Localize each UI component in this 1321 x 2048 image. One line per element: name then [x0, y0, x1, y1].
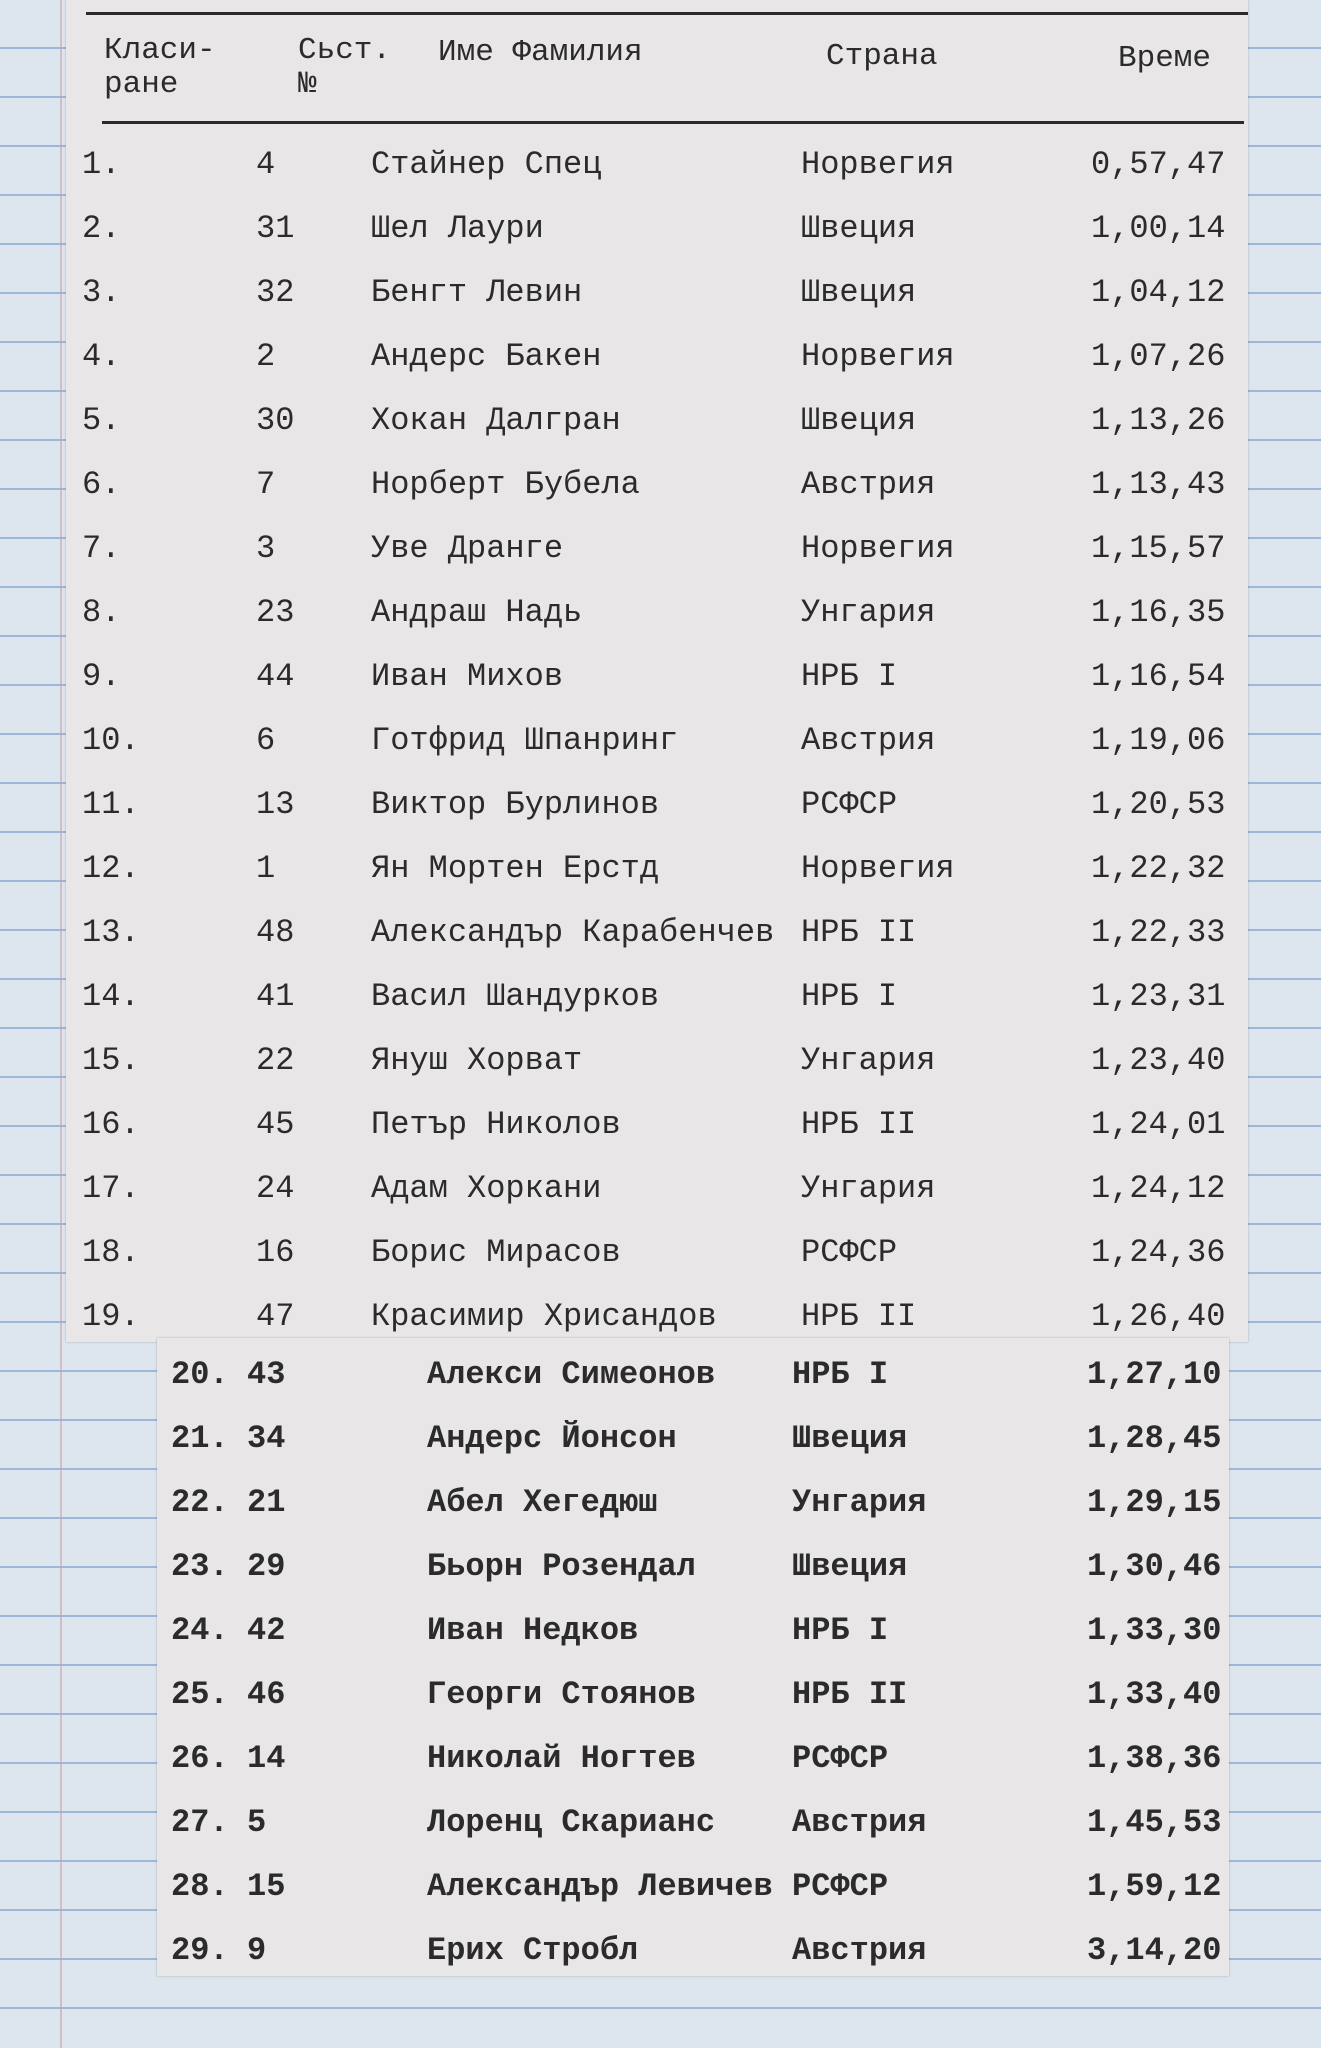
cell-time: 1,22,32: [1091, 850, 1226, 887]
results-sheet-bottom: [157, 1338, 1229, 1976]
cell-place: 22.: [171, 1484, 229, 1521]
cell-time: 0,57,47: [1091, 146, 1226, 183]
cell-country: Швеция: [792, 1548, 908, 1585]
table-row: [66, 260, 1248, 324]
cell-name: Иван Недков: [427, 1612, 639, 1649]
cell-place: 4.: [82, 338, 121, 375]
cell-country: НРБ I: [801, 978, 898, 1015]
cell-number: 45: [256, 1106, 295, 1143]
cell-country: НРБ II: [801, 1298, 917, 1335]
cell-number: 29: [247, 1548, 286, 1585]
cell-country: РСФСР: [792, 1868, 889, 1905]
cell-country: Швеция: [792, 1420, 908, 1457]
cell-name: Готфрид Шпанринг: [371, 722, 679, 759]
cell-number: 13: [256, 786, 295, 823]
cell-place: 8.: [82, 594, 121, 631]
cell-number: 9: [247, 1932, 267, 1969]
cell-name: Стайнер Спец: [371, 146, 602, 183]
cell-name: Александър Левичев: [427, 1868, 773, 1905]
cell-country: Унгария: [801, 1170, 936, 1207]
cell-name: Андраш Надь: [371, 594, 583, 631]
table-row: [157, 1470, 1229, 1534]
header-name: Име Фамилия: [438, 35, 643, 70]
cell-number: 32: [256, 274, 295, 311]
cell-country: Австрия: [792, 1932, 927, 1969]
cell-name: Шел Лаури: [371, 210, 544, 247]
cell-time: 1,24,36: [1091, 1234, 1226, 1271]
cell-place: 10.: [82, 722, 140, 759]
cell-name: Хокан Далгран: [371, 402, 621, 439]
cell-country: Норвегия: [801, 530, 955, 567]
cell-time: 1,04,12: [1091, 274, 1226, 311]
cell-name: Норберт Бубела: [371, 466, 640, 503]
cell-name: Януш Хорват: [371, 1042, 583, 1079]
cell-number: 2: [256, 338, 276, 375]
table-row: [157, 1726, 1229, 1790]
cell-country: Унгария: [801, 1042, 936, 1079]
cell-name: Ерих Стробл: [427, 1932, 639, 1969]
cell-name: Алекси Симеонов: [427, 1356, 716, 1393]
cell-country: Австрия: [801, 722, 936, 759]
cell-name: Адам Хоркани: [371, 1170, 602, 1207]
cell-time: 1,15,57: [1091, 530, 1226, 567]
cell-number: 48: [256, 914, 295, 951]
cell-name: Александър Карабенчев: [371, 914, 775, 951]
cell-time: 1,59,12: [1087, 1868, 1222, 1905]
cell-country: НРБ II: [801, 1106, 917, 1143]
cell-time: 1,27,10: [1087, 1356, 1222, 1393]
results-list: [66, 132, 1248, 1348]
cell-place: 15.: [82, 1042, 140, 1079]
cell-name: Лоренц Скарианс: [427, 1804, 716, 1841]
cell-place: 25.: [171, 1676, 229, 1713]
cell-country: Австрия: [801, 466, 936, 503]
cell-number: 47: [256, 1298, 295, 1335]
cell-country: Унгария: [801, 594, 936, 631]
table-row: [66, 1092, 1248, 1156]
cell-name: Ян Мортен Ерстд: [371, 850, 660, 887]
cell-time: 1,16,35: [1091, 594, 1226, 631]
table-row: [157, 1662, 1229, 1726]
header-number: Сьст. №: [298, 33, 392, 102]
cell-number: 31: [256, 210, 295, 247]
notebook-margin-line: [60, 0, 62, 2048]
cell-place: 6.: [82, 466, 121, 503]
cell-number: 6: [256, 722, 276, 759]
cell-number: 43: [247, 1356, 286, 1393]
table-row: [66, 516, 1248, 580]
cell-place: 27.: [171, 1804, 229, 1841]
table-row: [66, 1028, 1248, 1092]
cell-place: 13.: [82, 914, 140, 951]
cell-country: НРБ I: [792, 1612, 889, 1649]
cell-name: Иван Михов: [371, 658, 564, 695]
cell-place: 18.: [82, 1234, 140, 1271]
table-row: [66, 1220, 1248, 1284]
cell-place: 21.: [171, 1420, 229, 1457]
table-row: [66, 1156, 1248, 1220]
cell-country: Швеция: [801, 210, 917, 247]
cell-place: 29.: [171, 1932, 229, 1969]
cell-number: 7: [256, 466, 276, 503]
cell-time: 1,29,15: [1087, 1484, 1222, 1521]
cell-time: 1,20,53: [1091, 786, 1226, 823]
cell-time: 1,00,14: [1091, 210, 1226, 247]
cell-country: Норвегия: [801, 338, 955, 375]
cell-number: 41: [256, 978, 295, 1015]
table-row: [66, 388, 1248, 452]
cell-time: 1,23,31: [1091, 978, 1226, 1015]
cell-time: 1,22,33: [1091, 914, 1226, 951]
table-row: [66, 196, 1248, 260]
cell-number: 46: [247, 1676, 286, 1713]
cell-number: 21: [247, 1484, 286, 1521]
results-list-continued: [157, 1342, 1229, 1982]
table-row: [66, 964, 1248, 1028]
cell-time: 1,45,53: [1087, 1804, 1222, 1841]
cell-country: РСФСР: [801, 786, 898, 823]
table-row: [66, 644, 1248, 708]
cell-country: НРБ II: [792, 1676, 908, 1713]
cell-place: 3.: [82, 274, 121, 311]
top-rule: [86, 12, 1248, 15]
cell-name: Николай Ногтев: [427, 1740, 696, 1777]
cell-country: Унгария: [792, 1484, 927, 1521]
cell-number: 23: [256, 594, 295, 631]
cell-name: Абел Хегедюш: [427, 1484, 658, 1521]
cell-country: НРБ II: [801, 914, 917, 951]
cell-time: 1,13,43: [1091, 466, 1226, 503]
cell-time: 1,19,06: [1091, 722, 1226, 759]
cell-name: Георги Стоянов: [427, 1676, 696, 1713]
cell-place: 9.: [82, 658, 121, 695]
cell-place: 28.: [171, 1868, 229, 1905]
cell-name: Уве Дранге: [371, 530, 564, 567]
cell-number: 5: [247, 1804, 267, 1841]
cell-place: 24.: [171, 1612, 229, 1649]
cell-time: 1,24,12: [1091, 1170, 1226, 1207]
cell-time: 1,23,40: [1091, 1042, 1226, 1079]
cell-place: 14.: [82, 978, 140, 1015]
table-row: [157, 1790, 1229, 1854]
cell-country: Швеция: [801, 274, 917, 311]
header-place: Класи- ране: [104, 33, 216, 102]
cell-place: 7.: [82, 530, 121, 567]
cell-name: Бьорн Розендал: [427, 1548, 696, 1585]
cell-name: Красимир Хрисандов: [371, 1298, 717, 1335]
cell-country: РСФСР: [792, 1740, 889, 1777]
cell-country: НРБ I: [801, 658, 898, 695]
table-row: [66, 708, 1248, 772]
cell-place: 20.: [171, 1356, 229, 1393]
table-row: [157, 1406, 1229, 1470]
table-row: [157, 1854, 1229, 1918]
cell-name: Виктор Бурлинов: [371, 786, 660, 823]
cell-country: Норвегия: [801, 850, 955, 887]
cell-time: 1,13,26: [1091, 402, 1226, 439]
cell-place: 11.: [82, 786, 140, 823]
cell-name: Васил Шандурков: [371, 978, 660, 1015]
cell-name: Борис Мирасов: [371, 1234, 621, 1271]
table-row: [157, 1918, 1229, 1982]
cell-number: 14: [247, 1740, 286, 1777]
table-row: [157, 1598, 1229, 1662]
cell-number: 44: [256, 658, 295, 695]
cell-number: 15: [247, 1868, 286, 1905]
cell-place: 5.: [82, 402, 121, 439]
cell-place: 1.: [82, 146, 121, 183]
table-row: [66, 452, 1248, 516]
cell-time: 1,33,40: [1087, 1676, 1222, 1713]
table-row: [66, 772, 1248, 836]
results-sheet-top: [66, 0, 1248, 1342]
cell-number: 22: [256, 1042, 295, 1079]
cell-country: Норвегия: [801, 146, 955, 183]
cell-country: Австрия: [792, 1804, 927, 1841]
cell-number: 3: [256, 530, 276, 567]
cell-number: 16: [256, 1234, 295, 1271]
cell-number: 1: [256, 850, 276, 887]
table-row: [66, 836, 1248, 900]
table-row: [157, 1534, 1229, 1598]
table-row: [66, 580, 1248, 644]
cell-number: 34: [247, 1420, 286, 1457]
cell-time: 1,24,01: [1091, 1106, 1226, 1143]
cell-time: 1,33,30: [1087, 1612, 1222, 1649]
cell-number: 30: [256, 402, 295, 439]
cell-name: Андерс Бакен: [371, 338, 602, 375]
table-row: [66, 132, 1248, 196]
cell-name: Бенгт Левин: [371, 274, 583, 311]
cell-place: 23.: [171, 1548, 229, 1585]
cell-name: Петър Николов: [371, 1106, 621, 1143]
cell-number: 4: [256, 146, 276, 183]
cell-country: РСФСР: [801, 1234, 898, 1271]
table-row: [66, 324, 1248, 388]
cell-place: 19.: [82, 1298, 140, 1335]
cell-place: 2.: [82, 210, 121, 247]
cell-place: 17.: [82, 1170, 140, 1207]
cell-time: 1,16,54: [1091, 658, 1226, 695]
header-rule: [102, 121, 1244, 124]
cell-country: Швеция: [801, 402, 917, 439]
cell-time: 1,07,26: [1091, 338, 1226, 375]
cell-place: 26.: [171, 1740, 229, 1777]
cell-number: 24: [256, 1170, 295, 1207]
table-row: [66, 900, 1248, 964]
table-row: [157, 1342, 1229, 1406]
cell-number: 42: [247, 1612, 286, 1649]
cell-time: 1,30,46: [1087, 1548, 1222, 1585]
cell-time: 1,26,40: [1091, 1298, 1226, 1335]
header-country: Страна: [826, 39, 938, 74]
cell-time: 3,14,20: [1087, 1932, 1222, 1969]
cell-time: 1,38,36: [1087, 1740, 1222, 1777]
header-time: Време: [1118, 41, 1212, 76]
cell-time: 1,28,45: [1087, 1420, 1222, 1457]
cell-place: 12.: [82, 850, 140, 887]
cell-place: 16.: [82, 1106, 140, 1143]
cell-country: НРБ I: [792, 1356, 889, 1393]
cell-name: Андерс Йонсон: [427, 1420, 677, 1457]
